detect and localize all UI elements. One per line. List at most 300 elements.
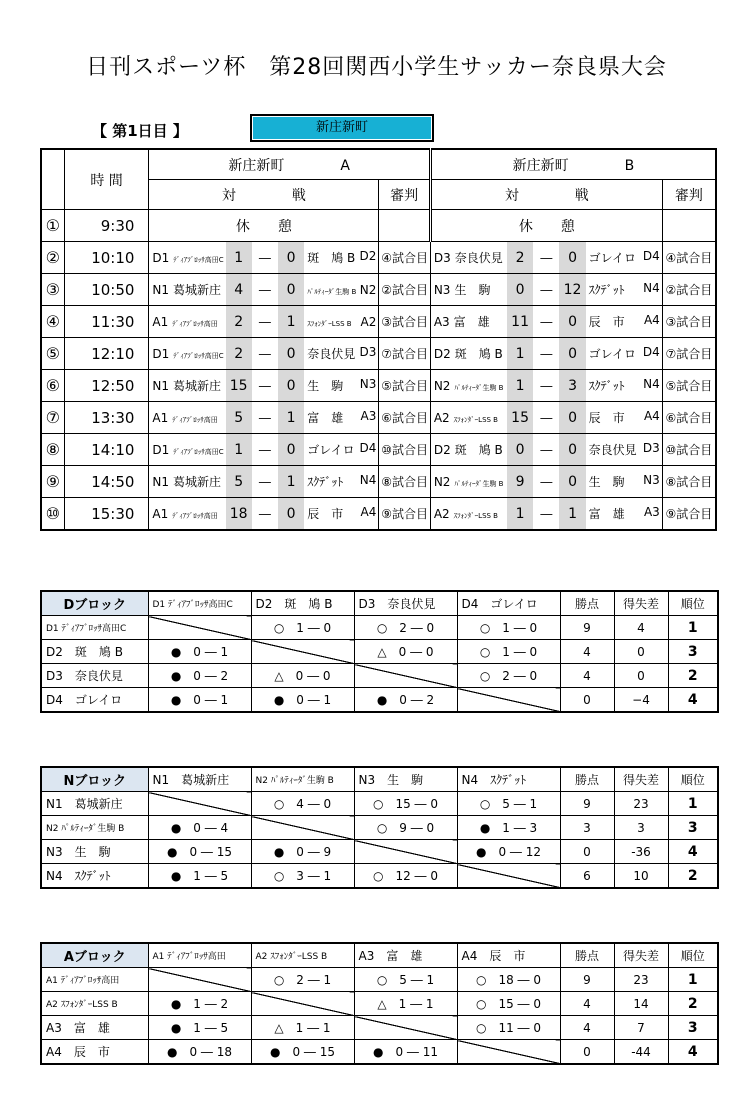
schedule-row <box>41 402 716 434</box>
result-cell: ○ 12 ― 0 <box>354 864 457 889</box>
left-score: 2 <box>507 242 533 274</box>
referee-cell: ④試合目 <box>379 242 430 274</box>
right-team-code: A4 <box>643 409 660 423</box>
match-number: ⑦ <box>41 402 64 434</box>
left-team-code: N1 <box>152 283 170 297</box>
result-cell: ○ 9 ― 0 <box>354 816 457 840</box>
left-team-code: D2 <box>433 347 451 361</box>
left-team-name: ﾃﾞｨｱﾌﾞﾛｯｻ高田C <box>173 351 224 360</box>
score-dash: ― <box>252 306 278 338</box>
result-cell: ○ 1 ― 0 <box>251 616 354 640</box>
block-row-label: N3 生 駒 <box>41 840 148 864</box>
referee-cell: ③試合目 <box>662 306 716 338</box>
right-team <box>586 242 663 274</box>
block-col-header: A1 ﾃﾞｨｱﾌﾞﾛｯｻ高田 <box>148 943 251 968</box>
left-team <box>430 274 507 306</box>
points-cell: 3 <box>560 816 614 840</box>
left-score: 11 <box>507 306 533 338</box>
block-col-header: D1 ﾃﾞｨｱﾌﾞﾛｯｻ高田C <box>148 591 251 616</box>
self-match-cell <box>251 640 354 664</box>
points-cell: 4 <box>560 1016 614 1040</box>
schedule-row <box>41 498 716 531</box>
match-number: ⑨ <box>41 466 64 498</box>
right-team <box>586 370 663 402</box>
result-cell: △ 1 ― 1 <box>251 1016 354 1040</box>
block-row-label: D3 奈良伏見 <box>41 664 148 688</box>
day-label: 【 第1日目 】 <box>92 122 188 140</box>
left-team <box>149 498 226 531</box>
right-team-name: 生 駒 <box>307 379 344 393</box>
taisen-b-header: 対 戦 <box>430 180 662 210</box>
right-team-name: ｽｸﾃﾞｯﾄ <box>588 283 625 297</box>
stat-header: 勝点 <box>560 943 614 968</box>
goal-diff-cell: 0 <box>614 640 668 664</box>
left-score: 1 <box>507 498 533 531</box>
right-team <box>586 466 663 498</box>
block-table-d <box>40 590 719 713</box>
result-cell: ● 0 ― 15 <box>148 840 251 864</box>
block-col-header: N2 ﾊﾟﾙﾃｨｰﾀﾞ生駒 B <box>251 767 354 792</box>
schedule-row <box>41 338 716 370</box>
left-team-name: ｽﾌｫﾝﾀﾞｰLSS B <box>453 511 498 520</box>
referee-cell: ⑨試合目 <box>662 498 716 531</box>
right-team-name: 斑 鳩 B <box>307 251 356 265</box>
left-score: 5 <box>226 402 252 434</box>
right-team-name: ゴレイロ <box>307 443 355 457</box>
right-team-code: D3 <box>642 441 660 455</box>
score-dash: ― <box>252 466 278 498</box>
right-score: 0 <box>278 274 304 306</box>
result-cell: ● 0 ― 9 <box>251 840 354 864</box>
right-team-code: N4 <box>643 377 660 391</box>
right-team <box>304 306 379 338</box>
right-score: 0 <box>559 242 585 274</box>
block-col-header: A4 辰 市 <box>457 943 560 968</box>
right-score: 1 <box>559 498 585 531</box>
left-team-name: 斑 鳩 B <box>454 443 503 457</box>
stat-header: 得失差 <box>614 943 668 968</box>
result-cell: ● 0 ― 4 <box>148 816 251 840</box>
score-dash: ― <box>252 402 278 434</box>
left-team-name: 葛城新庄 <box>173 379 222 393</box>
points-cell: 6 <box>560 864 614 889</box>
block-name: Aブロック <box>41 943 148 968</box>
block-table-a <box>40 942 719 1065</box>
result-cell: ○ 5 ― 1 <box>457 792 560 816</box>
schedule-row <box>41 274 716 306</box>
referee-cell: ⑤試合目 <box>662 370 716 402</box>
left-score: 15 <box>226 370 252 402</box>
result-cell: ○ 15 ― 0 <box>354 792 457 816</box>
right-team <box>586 306 663 338</box>
right-team <box>586 434 663 466</box>
score-dash: ― <box>533 338 559 370</box>
score-dash: ― <box>533 466 559 498</box>
block-col-header: D3 奈良伏見 <box>354 591 457 616</box>
left-score: 1 <box>226 434 252 466</box>
score-dash: ― <box>252 498 278 531</box>
goal-diff-cell: 23 <box>614 968 668 992</box>
left-team <box>430 466 507 498</box>
left-team-code: N1 <box>152 379 170 393</box>
result-cell: ● 1 ― 5 <box>148 1016 251 1040</box>
rank-cell: 2 <box>668 664 718 688</box>
court-a-header: 新庄新町 A <box>149 149 430 180</box>
right-team <box>304 242 379 274</box>
block-col-header: N4 ｽｸﾃﾞｯﾄ <box>457 767 560 792</box>
schedule-row <box>41 466 716 498</box>
left-score: 2 <box>226 306 252 338</box>
left-team-code: A1 <box>152 314 169 329</box>
result-cell: ○ 11 ― 0 <box>457 1016 560 1040</box>
left-team-name: 葛城新庄 <box>173 475 222 489</box>
stat-header: 得失差 <box>614 591 668 616</box>
rank-cell: 3 <box>668 816 718 840</box>
right-team-code: A3 <box>360 409 377 423</box>
block-header-row <box>41 767 718 792</box>
left-team-name: ﾃﾞｨｱﾌﾞﾛｯｻ高田C <box>173 255 224 264</box>
match-time: 9:30 <box>64 210 149 242</box>
result-cell: ○ 1 ― 0 <box>457 616 560 640</box>
schedule-row <box>41 210 716 242</box>
block-row <box>41 816 718 840</box>
right-team-name: ｽﾌｫﾝﾀﾞｰLSS B <box>307 319 352 328</box>
right-team <box>304 402 379 434</box>
block-col-header: A2 ｽﾌｫﾝﾀﾞｰLSS B <box>251 943 354 968</box>
stat-header: 順位 <box>668 767 718 792</box>
result-cell: ● 0 ― 2 <box>354 688 457 713</box>
time-header: 時 間 <box>64 149 149 210</box>
result-cell: ○ 15 ― 0 <box>457 992 560 1016</box>
left-team-code: D1 <box>152 442 170 457</box>
score-dash: ― <box>252 434 278 466</box>
block-row-label: N1 葛城新庄 <box>41 792 148 816</box>
right-team <box>304 338 379 370</box>
referee-cell: ③試合目 <box>379 306 430 338</box>
left-team <box>430 306 507 338</box>
right-score: 0 <box>559 402 585 434</box>
right-team-name: ゴレイロ <box>588 347 637 361</box>
block-row-label: N2 ﾊﾟﾙﾃｨｰﾀﾞ生駒 B <box>41 816 148 840</box>
right-score: 0 <box>278 242 304 274</box>
block-row <box>41 792 718 816</box>
right-team-name: 生 駒 <box>588 475 625 489</box>
right-team <box>304 466 379 498</box>
block-col-header: N1 葛城新庄 <box>148 767 251 792</box>
left-team-code: A2 <box>433 410 450 425</box>
result-cell: ● 0 ― 18 <box>148 1040 251 1065</box>
left-score: 5 <box>226 466 252 498</box>
schedule-row <box>41 306 716 338</box>
stat-header: 順位 <box>668 943 718 968</box>
right-team <box>586 338 663 370</box>
left-team <box>149 242 226 274</box>
left-team-code: D1 <box>152 346 170 361</box>
match-time: 11:30 <box>64 306 149 338</box>
score-dash: ― <box>533 434 559 466</box>
result-cell: ○ 5 ― 1 <box>354 968 457 992</box>
block-row <box>41 1016 718 1040</box>
venue-box: 新庄新町 <box>250 114 434 142</box>
block-row <box>41 688 718 713</box>
left-team-name: ｽﾌｫﾝﾀﾞｰLSS B <box>453 415 498 424</box>
goal-diff-cell: 23 <box>614 792 668 816</box>
result-cell: △ 0 ― 0 <box>354 640 457 664</box>
right-team-name: 辰 市 <box>307 507 344 521</box>
match-time: 12:10 <box>64 338 149 370</box>
points-cell: 9 <box>560 968 614 992</box>
left-score: 1 <box>507 370 533 402</box>
left-team <box>149 338 226 370</box>
referee-cell: ⑨試合目 <box>379 498 430 531</box>
points-cell: 4 <box>560 640 614 664</box>
left-team-name: 奈良伏見 <box>454 251 503 265</box>
right-team-name: 富 雄 <box>588 507 625 521</box>
right-score: 0 <box>559 434 585 466</box>
left-team-name: 富 雄 <box>453 315 490 329</box>
corner-cell <box>41 149 64 210</box>
block-row-label: D2 斑 鳩 B <box>41 640 148 664</box>
block-col-header: A3 富 雄 <box>354 943 457 968</box>
right-score: 1 <box>278 402 304 434</box>
referee-cell: ⑥試合目 <box>662 402 716 434</box>
schedule-table <box>40 148 717 531</box>
right-team-code: D4 <box>642 249 660 263</box>
match-time: 10:50 <box>64 274 149 306</box>
block-row <box>41 664 718 688</box>
result-cell: ○ 2 ― 1 <box>251 968 354 992</box>
score-dash: ― <box>533 274 559 306</box>
match-number: ③ <box>41 274 64 306</box>
result-cell: ● 0 ― 12 <box>457 840 560 864</box>
left-team <box>149 370 226 402</box>
block-col-header: D2 斑 鳩 B <box>251 591 354 616</box>
result-cell: ○ 1 ― 0 <box>457 640 560 664</box>
result-cell: ○ 2 ― 0 <box>457 664 560 688</box>
right-team-name: ﾊﾟﾙﾃｨｰﾀﾞ生駒 B <box>307 287 357 296</box>
schedule-row <box>41 370 716 402</box>
right-score: 12 <box>559 274 585 306</box>
result-cell: ○ 3 ― 1 <box>251 864 354 889</box>
left-score: 0 <box>507 274 533 306</box>
stat-header: 勝点 <box>560 591 614 616</box>
ref-cell-b <box>662 210 716 242</box>
left-team <box>149 434 226 466</box>
left-team-code: A1 <box>152 506 169 521</box>
match-time: 10:10 <box>64 242 149 274</box>
points-cell: 0 <box>560 688 614 713</box>
self-match-cell <box>354 1016 457 1040</box>
result-cell: ● 0 ― 2 <box>148 664 251 688</box>
court-b-header: 新庄新町 B <box>430 149 716 180</box>
score-dash: ― <box>533 242 559 274</box>
right-score: 0 <box>559 338 585 370</box>
self-match-cell <box>251 992 354 1016</box>
block-row <box>41 968 718 992</box>
goal-diff-cell: 14 <box>614 992 668 1016</box>
left-score: 1 <box>507 338 533 370</box>
break-label-b: 休 憩 <box>430 210 662 242</box>
right-team-code: D4 <box>642 345 660 359</box>
left-team-name: 葛城新庄 <box>173 283 222 297</box>
block-row-label: A3 富 雄 <box>41 1016 148 1040</box>
goal-diff-cell: 7 <box>614 1016 668 1040</box>
score-dash: ― <box>533 498 559 531</box>
referee-cell: ⑧試合目 <box>379 466 430 498</box>
left-team-name: 生 駒 <box>454 283 491 297</box>
right-team <box>304 274 379 306</box>
points-cell: 4 <box>560 664 614 688</box>
goal-diff-cell: -44 <box>614 1040 668 1065</box>
stat-header: 順位 <box>668 591 718 616</box>
score-dash: ― <box>252 338 278 370</box>
right-team-name: ｽｸﾃﾞｯﾄ <box>588 379 625 393</box>
block-row <box>41 616 718 640</box>
left-score: 0 <box>507 434 533 466</box>
left-team-name: 斑 鳩 B <box>454 347 503 361</box>
match-number: ⑩ <box>41 498 64 531</box>
right-team-code: N3 <box>643 473 660 487</box>
right-team-code: A4 <box>360 505 377 519</box>
result-cell: ● 0 ― 1 <box>251 688 354 713</box>
left-team <box>430 338 507 370</box>
right-team <box>304 498 379 531</box>
block-col-header: N3 生 駒 <box>354 767 457 792</box>
right-team-name: 富 雄 <box>307 411 344 425</box>
left-team-name: ﾊﾟﾙﾃｨｰﾀﾞ生駒 B <box>454 479 504 488</box>
left-team-code: A2 <box>433 506 450 521</box>
left-team-code: N2 <box>433 378 451 393</box>
result-cell: ○ 18 ― 0 <box>457 968 560 992</box>
right-score: 3 <box>559 370 585 402</box>
block-row-label: D1 ﾃﾞｨｱﾌﾞﾛｯｻ高田C <box>41 616 148 640</box>
left-score: 1 <box>226 242 252 274</box>
right-team-code: N4 <box>643 281 660 295</box>
left-team-code: D2 <box>433 443 451 457</box>
referee-cell: ②試合目 <box>379 274 430 306</box>
schedule-row <box>41 242 716 274</box>
right-team <box>586 498 663 531</box>
result-cell: ● 1 ― 2 <box>148 992 251 1016</box>
score-dash: ― <box>252 274 278 306</box>
rank-cell: 1 <box>668 616 718 640</box>
left-team <box>149 274 226 306</box>
referee-cell: ②試合目 <box>662 274 716 306</box>
left-score: 2 <box>226 338 252 370</box>
block-row-label: N4 ｽｸﾃﾞｯﾄ <box>41 864 148 889</box>
schedule-row <box>41 434 716 466</box>
left-team-code: N2 <box>433 474 451 489</box>
left-score: 18 <box>226 498 252 531</box>
goal-diff-cell: 10 <box>614 864 668 889</box>
referee-cell: ⑧試合目 <box>662 466 716 498</box>
points-cell: 9 <box>560 792 614 816</box>
result-cell: ○ 2 ― 0 <box>354 616 457 640</box>
rank-cell: 4 <box>668 688 718 713</box>
right-team-name: ゴレイロ <box>588 251 637 265</box>
points-cell: 0 <box>560 840 614 864</box>
right-team <box>586 274 663 306</box>
left-team-code: A1 <box>152 410 169 425</box>
left-team-code: A3 <box>433 315 450 329</box>
ref-b-header: 審判 <box>662 180 716 210</box>
result-cell: ● 1 ― 5 <box>148 864 251 889</box>
match-time: 14:50 <box>64 466 149 498</box>
block-row <box>41 840 718 864</box>
self-match-cell <box>457 1040 560 1065</box>
referee-cell: ⑤試合目 <box>379 370 430 402</box>
referee-cell: ④試合目 <box>662 242 716 274</box>
result-cell: ● 0 ― 11 <box>354 1040 457 1065</box>
right-team-name: 辰 市 <box>588 411 625 425</box>
left-team <box>149 466 226 498</box>
left-team <box>149 306 226 338</box>
left-score: 15 <box>507 402 533 434</box>
self-match-cell <box>148 792 251 816</box>
points-cell: 0 <box>560 1040 614 1065</box>
right-score: 0 <box>559 466 585 498</box>
result-cell: ● 1 ― 3 <box>457 816 560 840</box>
left-team-name: ﾊﾟﾙﾃｨｰﾀﾞ生駒 B <box>454 383 504 392</box>
rank-cell: 1 <box>668 968 718 992</box>
right-team-code: D2 <box>359 249 377 263</box>
left-team-name: ﾃﾞｨｱﾌﾞﾛｯｻ高田 <box>172 511 218 520</box>
score-dash: ― <box>252 370 278 402</box>
right-team-code: N4 <box>359 473 377 487</box>
result-cell: ● 0 ― 1 <box>148 640 251 664</box>
rank-cell: 1 <box>668 792 718 816</box>
rank-cell: 3 <box>668 1016 718 1040</box>
taisen-a-header: 対 戦 <box>149 180 379 210</box>
block-row <box>41 992 718 1016</box>
left-score: 4 <box>226 274 252 306</box>
block-row <box>41 640 718 664</box>
right-team <box>304 434 379 466</box>
block-row-label: A4 辰 市 <box>41 1040 148 1065</box>
block-name: Nブロック <box>41 767 148 792</box>
match-number: ⑧ <box>41 434 64 466</box>
right-score: 0 <box>278 434 304 466</box>
score-dash: ― <box>533 306 559 338</box>
match-time: 13:30 <box>64 402 149 434</box>
goal-diff-cell: 0 <box>614 664 668 688</box>
right-score: 0 <box>278 338 304 370</box>
self-match-cell <box>354 840 457 864</box>
stat-header: 得失差 <box>614 767 668 792</box>
right-team-code: N3 <box>359 377 377 391</box>
goal-diff-cell: -36 <box>614 840 668 864</box>
right-team-code: D4 <box>359 441 377 455</box>
match-number: ② <box>41 242 64 274</box>
referee-cell: ⑩試合目 <box>379 434 430 466</box>
match-time: 15:30 <box>64 498 149 531</box>
score-dash: ― <box>252 242 278 274</box>
left-team <box>430 402 507 434</box>
rank-cell: 4 <box>668 1040 718 1065</box>
result-cell: △ 1 ― 1 <box>354 992 457 1016</box>
block-header-row <box>41 591 718 616</box>
right-score: 0 <box>559 306 585 338</box>
goal-diff-cell: 4 <box>614 616 668 640</box>
match-time: 12:50 <box>64 370 149 402</box>
left-team-code: N1 <box>152 475 170 489</box>
left-team-name: ﾃﾞｨｱﾌﾞﾛｯｻ高田 <box>172 319 218 328</box>
block-header-row <box>41 943 718 968</box>
self-match-cell <box>354 664 457 688</box>
ref-cell-a <box>379 210 430 242</box>
score-dash: ― <box>533 370 559 402</box>
points-cell: 9 <box>560 616 614 640</box>
